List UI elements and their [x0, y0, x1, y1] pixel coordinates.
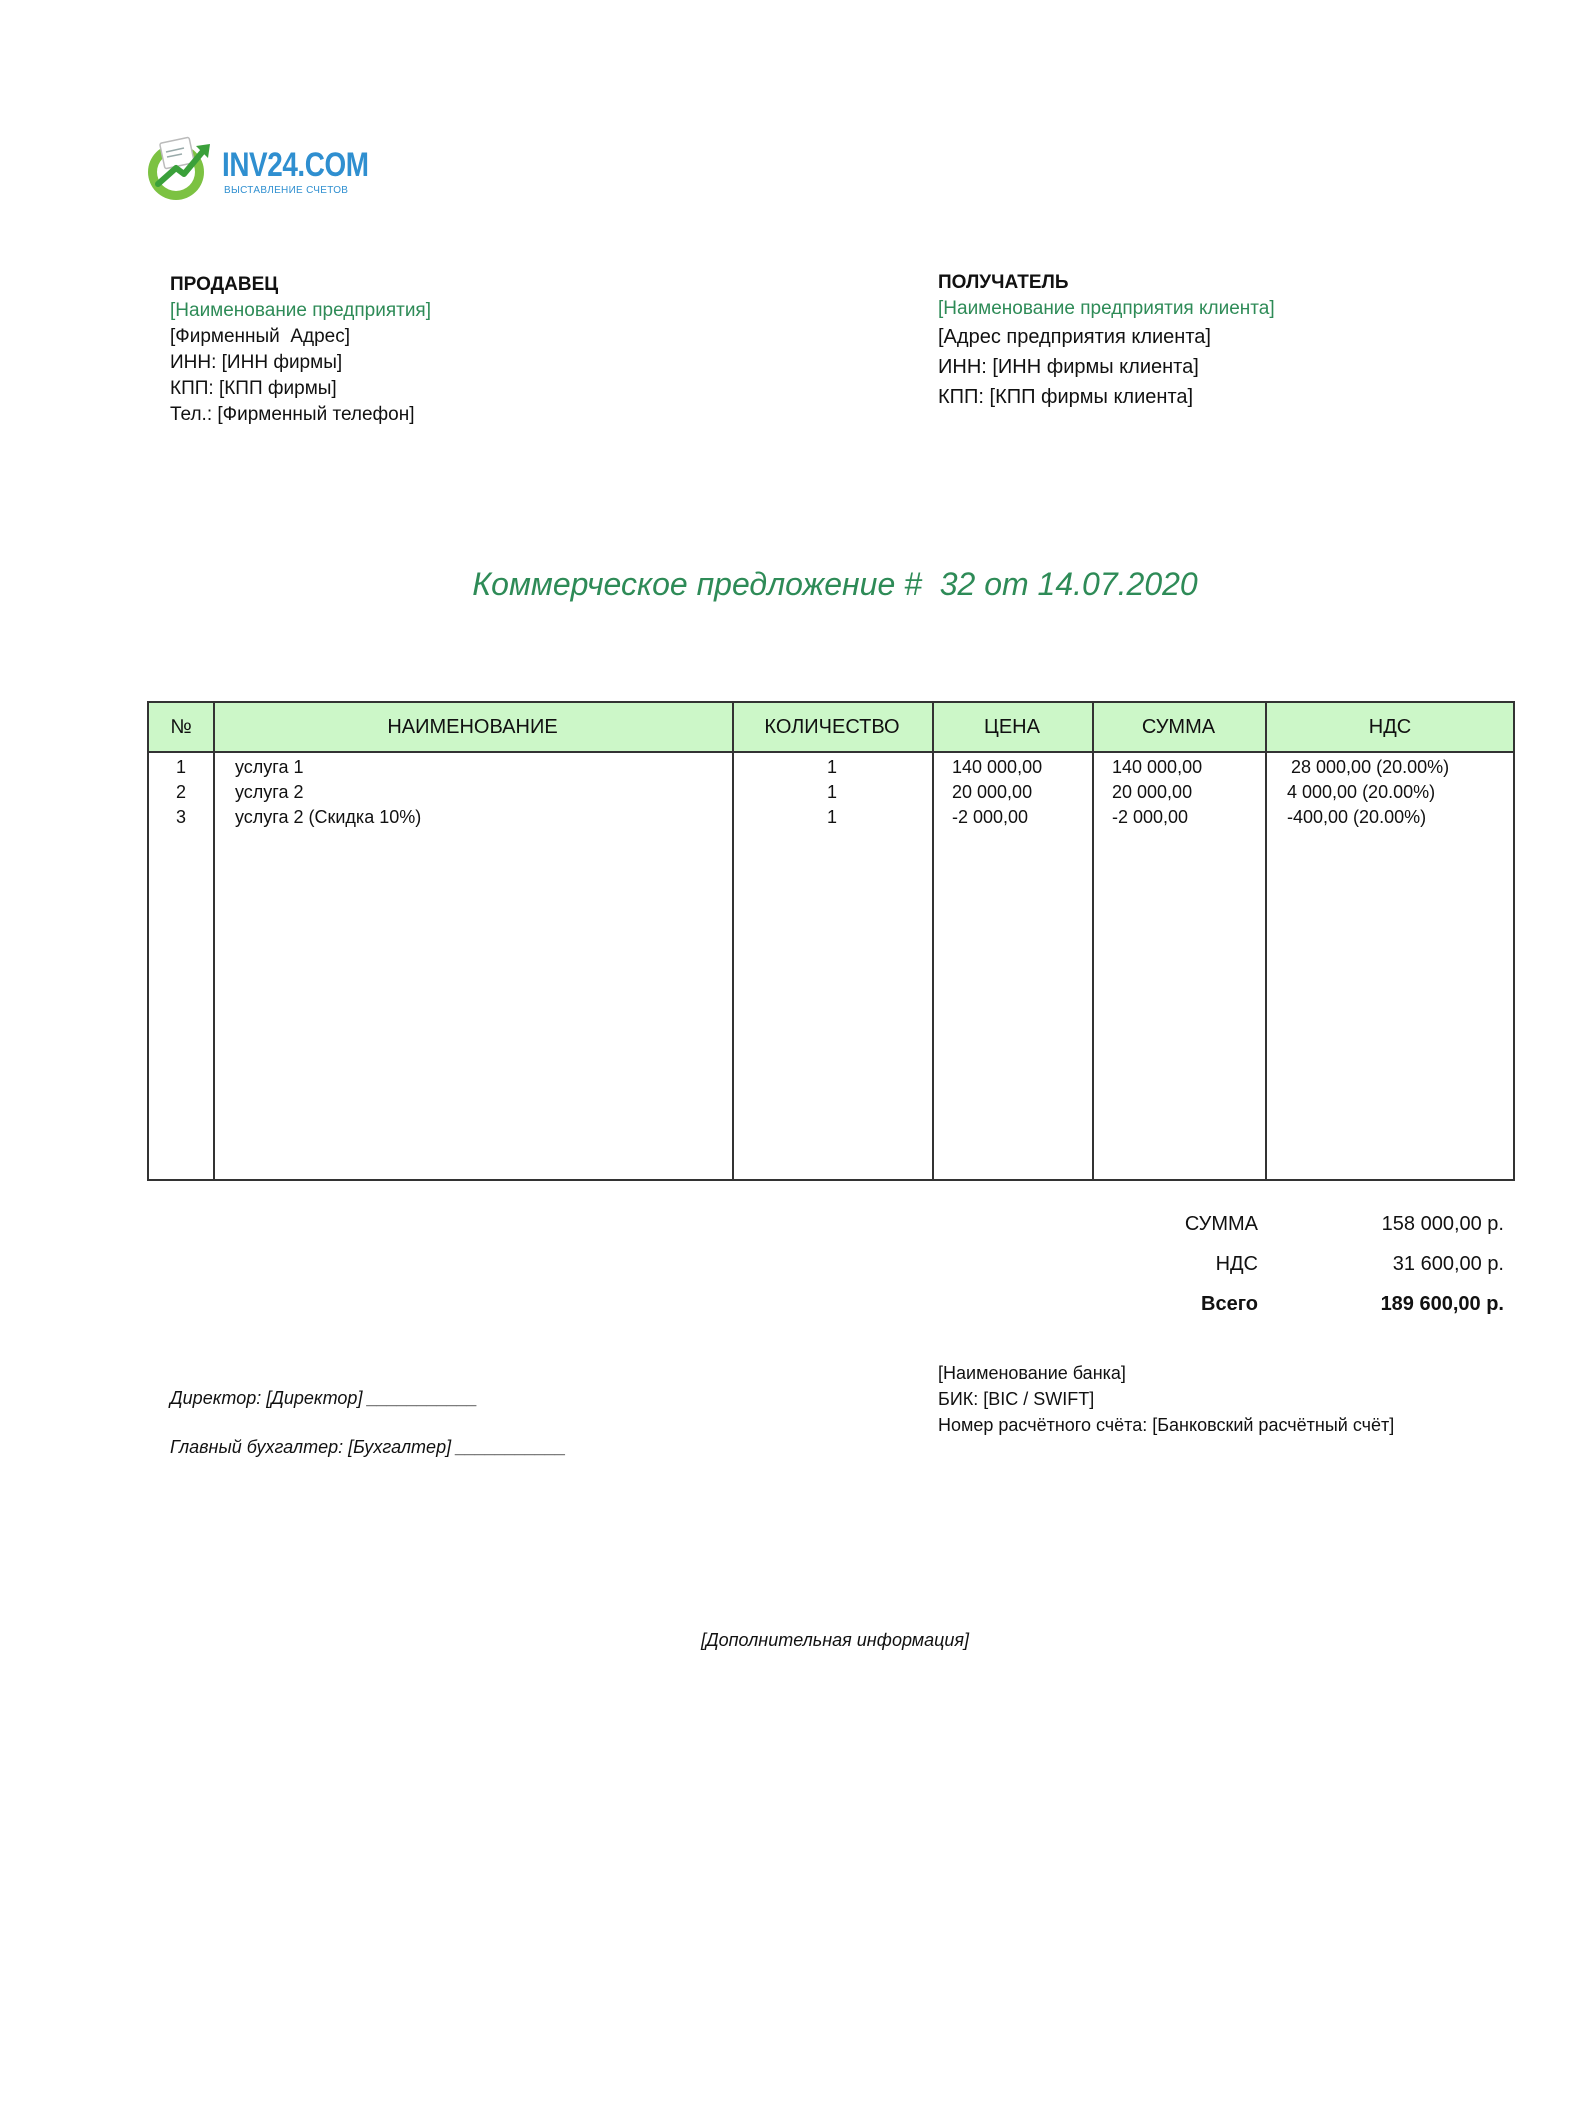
items-table [147, 701, 1515, 1181]
additional-info: [Дополнительная информация] [700, 1630, 970, 1650]
row-quantity: 1 [826, 807, 837, 827]
bank-account: Номер расчётного счёта: [Банковский расчётный счёт] [938, 1415, 1395, 1435]
row-price: -2 000,00 [952, 807, 1029, 827]
buyer-inn: ИНН: [ИНН фирмы клиента] [938, 356, 1199, 378]
seller-block [170, 272, 431, 428]
row-price: 20 000,00 [952, 782, 1033, 802]
buyer-company: [Наименование предприятия клиента] [938, 298, 1275, 319]
row-quantity: 1 [826, 757, 837, 777]
accountant-signature: Главный бухгалтер: [Бухгалтер] ___________ [170, 1437, 567, 1457]
bank-name: [Наименование банка] [938, 1363, 1126, 1383]
row-sum: -2 000,00 [1112, 807, 1189, 827]
buyer-kpp: КПП: [КПП фирмы клиента] [938, 386, 1194, 408]
header-vat: НДС [1368, 716, 1412, 738]
row-sum: 140 000,00 [1112, 757, 1203, 777]
buyer-block [938, 270, 1275, 412]
row-name: услуга 2 [235, 782, 304, 802]
header-quantity: КОЛИЧЕСТВО [764, 716, 900, 738]
row-number: 3 [175, 807, 186, 827]
header-number: № [170, 716, 192, 738]
row-number: 2 [175, 782, 186, 802]
seller-phone: Тел.: [Фирменный телефон] [170, 404, 415, 425]
bank-details [938, 1360, 1394, 1438]
grand-total-label: Всего [1201, 1293, 1258, 1315]
row-quantity: 1 [826, 782, 837, 802]
row-vat: 4 000,00 (20.00%) [1287, 782, 1436, 802]
header-sum: СУММА [1141, 716, 1216, 738]
header-price: ЦЕНА [984, 716, 1040, 738]
seller-kpp: КПП: [КПП фирмы] [170, 378, 337, 399]
bank-bik: БИК: [BIC / SWIFT] [938, 1389, 1095, 1409]
header-name: НАИМЕНОВАНИЕ [387, 716, 558, 738]
logo-brand: INV24.COM [222, 146, 369, 184]
buyer-address: [Адрес предприятия клиента] [938, 326, 1211, 348]
total-vat-value: 31 600,00 р. [1392, 1253, 1504, 1275]
row-vat: 28 000,00 (20.00%) [1291, 757, 1450, 777]
seller-address: [Фирменный Адрес] [170, 326, 351, 347]
row-vat: -400,00 (20.00%) [1287, 807, 1427, 827]
row-sum: 20 000,00 [1112, 782, 1193, 802]
seller-company: [Наименование предприятия] [170, 300, 431, 321]
logo-tagline: ВЫСТАВЛЕНИЕ СЧЕТОВ [224, 185, 349, 196]
buyer-heading: ПОЛУЧАТЕЛЬ [938, 272, 1069, 293]
total-sum-label: СУММА [1184, 1213, 1258, 1235]
total-sum-value: 158 000,00 р. [1381, 1213, 1504, 1235]
seller-inn: ИНН: [ИНН фирмы] [170, 352, 343, 373]
row-price: 140 000,00 [952, 757, 1043, 777]
total-vat-label: НДС [1215, 1253, 1258, 1275]
director-signature: Директор: [Директор] ___________ [170, 1388, 478, 1408]
logo-icon [146, 132, 226, 202]
seller-heading: ПРОДАВЕЦ [170, 274, 279, 295]
row-name: услуга 1 [235, 757, 304, 777]
grand-total-value: 189 600,00 р. [1380, 1293, 1504, 1315]
row-name: услуга 2 (Скидка 10%) [235, 807, 422, 827]
document-title: Коммерческое предложение # 32 от 14.07.2020 [472, 566, 1198, 602]
row-number: 1 [175, 757, 186, 777]
